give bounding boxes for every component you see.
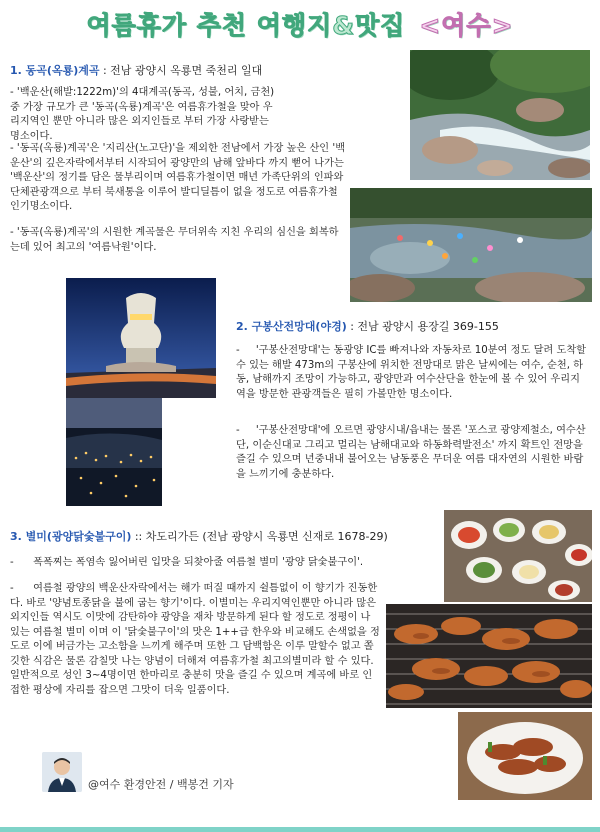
section1-paragraph-3: - '동곡(옥룡)계곡'의 시원한 계곡물은 무더위속 지친 우리의 심신을 회복하는데 있어 최고의 '여름낙원'이다. <box>10 227 339 253</box>
grilled-chicken-photo <box>386 604 592 708</box>
section2-paragraph-1-text: '구봉산전망대'는 동광양 IC를 빠져나와 자동차로 10분여 정도 달려 도착할 수 있는 해발 473m의 구봉산에 위치한 전망대로 맑은 날씨에는 여수, 순천, 하동, 남해까지 조망이 가능하고, 광양만과 여수산단을 한눈에 볼 수 있어 우리지역을 방문한 관광객들은 필히 가볼만한 명소이다. <box>236 345 587 400</box>
title-part2: 여행지&맛집 <box>256 11 406 40</box>
section2-paragraph-2: - '구봉산전망대'에 오르면 광양시내/읍내는 물론 '포스코 광양제철소, 여수산단, 이순신대교 그리고 멀리는 남해대교와 하동화력발전소' 까지 확트인 전망을 즐길 수 있으며 년중내내 불어오는 남동풍은 무더운 여름 대자연의 시원한 바람을 느끼기에 충분하다. <box>236 425 586 480</box>
page-title <box>86 6 513 42</box>
night-city-photo <box>66 398 162 506</box>
section3-heading <box>10 528 440 544</box>
section1-heading <box>10 62 350 78</box>
section1-location: : 전남 광양시 옥룡면 죽천리 일대 <box>99 64 263 77</box>
section3-paragraph-2: - 여름철 광양의 백운산자락에서는 해가 떠질 때까지 쉴틈없이 이 향기가 진동한다. 바로 '양념토종닭을 불에 굽는 향기'이다. 이별미는 우리지역인뿐만 아니라 많은 외지인들 역시도 이맛에 감탄하야 광양을 재차 방문하게 된다 할 정도로 정평이 나 있는 여름철 별미 이며 이 '닭숯불구이'의 맛은 1++급 한우와 비교해도 손색없을 정도로 이에 버금가는 고소함을 느끼게 해주며 또한 그 담백함은 이루 말할수 없고 쫄깃한 식감은 물론 감칠맛 나는 양념이 더해져 여름휴가철 최고의별미라 할 수 있다. 일반적으로 성인 3~4명이면 한마리로 충분히 맛을 즐길 수 있으며 계곡에 바로 인접한 평상에 자리를 잡으면 그맛이 더욱 일품이다. <box>10 583 380 696</box>
title-part1: 여름휴가 추천 <box>86 11 257 40</box>
section1-paragraph-2: - '동곡(옥룡)계곡'은 '지리산(노고단)'을 제외한 전남에서 가장 높은 산인 '백운산'의 깊은자락에서부터 시작되어 광양만의 남해 앞바다 까지 뻗어 나가는 '백운산'의 정기를 담은 물부리이며 여름휴가철이면 매년 가족단위의 인파와 단체관광객으로 부터 북새통을 이루어 발디딜틈이 없을 정도로 여름휴가철 인기명소이다. <box>10 143 346 212</box>
section3-number: 3. 별미(광양닭숯불구이) <box>10 530 132 543</box>
section2-paragraph-2-text: '구봉산전망대'에 오르면 광양시내/읍내는 물론 '포스코 광양제철소, 여수산단, 이순신대교 그리고 멀리는 남해대교와 하동화력발전소' 까지 확트인 전망을 즐길 수 있으며 년중내내 불어오는 남동풍은 무더운 여름 대자연의 시원한 바람을 느끼기에 충분하다. <box>236 425 586 480</box>
author-block <box>42 752 242 792</box>
title-location: <여수> <box>419 11 514 40</box>
page-title-wrap <box>0 6 600 42</box>
section3-paragraph-2-text: 여름철 광양의 백운산자락에서는 해가 떠질 때까지 쉴틈없이 이 향기가 진동한다. 바로 '양념토종닭을 불에 굽는 향기'이다. 이별미는 우리지역인뿐만 아니라 많은 외지인들 역시도 이맛에 감탄하야 광양을 재차 방문하게 된다 할 정도로 정평이 나 있는 여름철 별미 이며 이 '닭숯불구이'의 맛은 1++급 한우와 비교해도 손색없을 정도로 이에 버금가는 고소함을 느끼게 해주며 또한 그 담백함은 이루 말할수 없고 쫄깃한 식감은 물론 감칠맛 나는 양념이 더해져 여름휴가철 최고의별미라 할 수 있다. 일반적으로 성인 3~4명이면 한마리로 충분히 맛을 즐길 수 있으며 계곡에 바로 인접한 평상에 자리를 잡으면 그맛이 더욱 일품이다. <box>10 583 380 696</box>
valley-crowd-photo <box>350 188 592 302</box>
valley-stream-photo <box>410 50 590 180</box>
section2-heading <box>236 318 586 334</box>
section3-paragraph-1: - 폭폭찌는 폭염속 잃어버린 입맛을 되찾아줄 여름철 별미 '광양 닭숯불구이'. <box>10 557 364 568</box>
section1-paragraph-1: - '백운산(해발:1222m)'의 4대계곡(동곡, 성불, 어치, 금천) 중 가장 규모가 큰 '동곡(옥룡)계곡'은 여름휴가철을 맞아 우리지역인 뿐만 아니라 많은 외지인들로 부터 가장 사랑받는 명소이다. <box>10 87 275 142</box>
author-avatar <box>42 752 82 792</box>
footer-bar <box>0 827 600 832</box>
observatory-tower-photo <box>66 278 216 398</box>
section2-paragraph-1: - '구봉산전망대'는 동광양 IC를 빠져나와 자동차로 10분여 정도 달려 도착할 수 있는 해발 473m의 구봉산에 위치한 전망대로 맑은 날씨에는 여수, 순천, 하동, 남해까지 조망이 가능하고, 광양만과 여수산단을 한눈에 볼 수 있어 우리지역을 방문한 관광객들은 필히 가볼만한 명소이다. <box>236 345 587 400</box>
section3-location: :: 차도리가든 (전남 광양시 옥룡면 신재로 1678-29) <box>131 530 388 543</box>
plated-chicken-photo <box>458 712 592 800</box>
section2-location: : 전남 광양시 용장길 369-155 <box>346 320 499 333</box>
section2-number: 2. 구봉산전망대(야경) <box>236 320 347 333</box>
section1-number: 1. 동곡(옥룡)계곡 <box>10 64 100 77</box>
section3-paragraph-1-text: 폭폭찌는 폭염속 잃어버린 입맛을 되찾아줄 여름철 별미 '광양 닭숯불구이'. <box>33 557 364 568</box>
author-byline: @여수 환경안전 / 백봉건 기자 <box>88 778 234 791</box>
side-dishes-photo <box>444 510 592 602</box>
